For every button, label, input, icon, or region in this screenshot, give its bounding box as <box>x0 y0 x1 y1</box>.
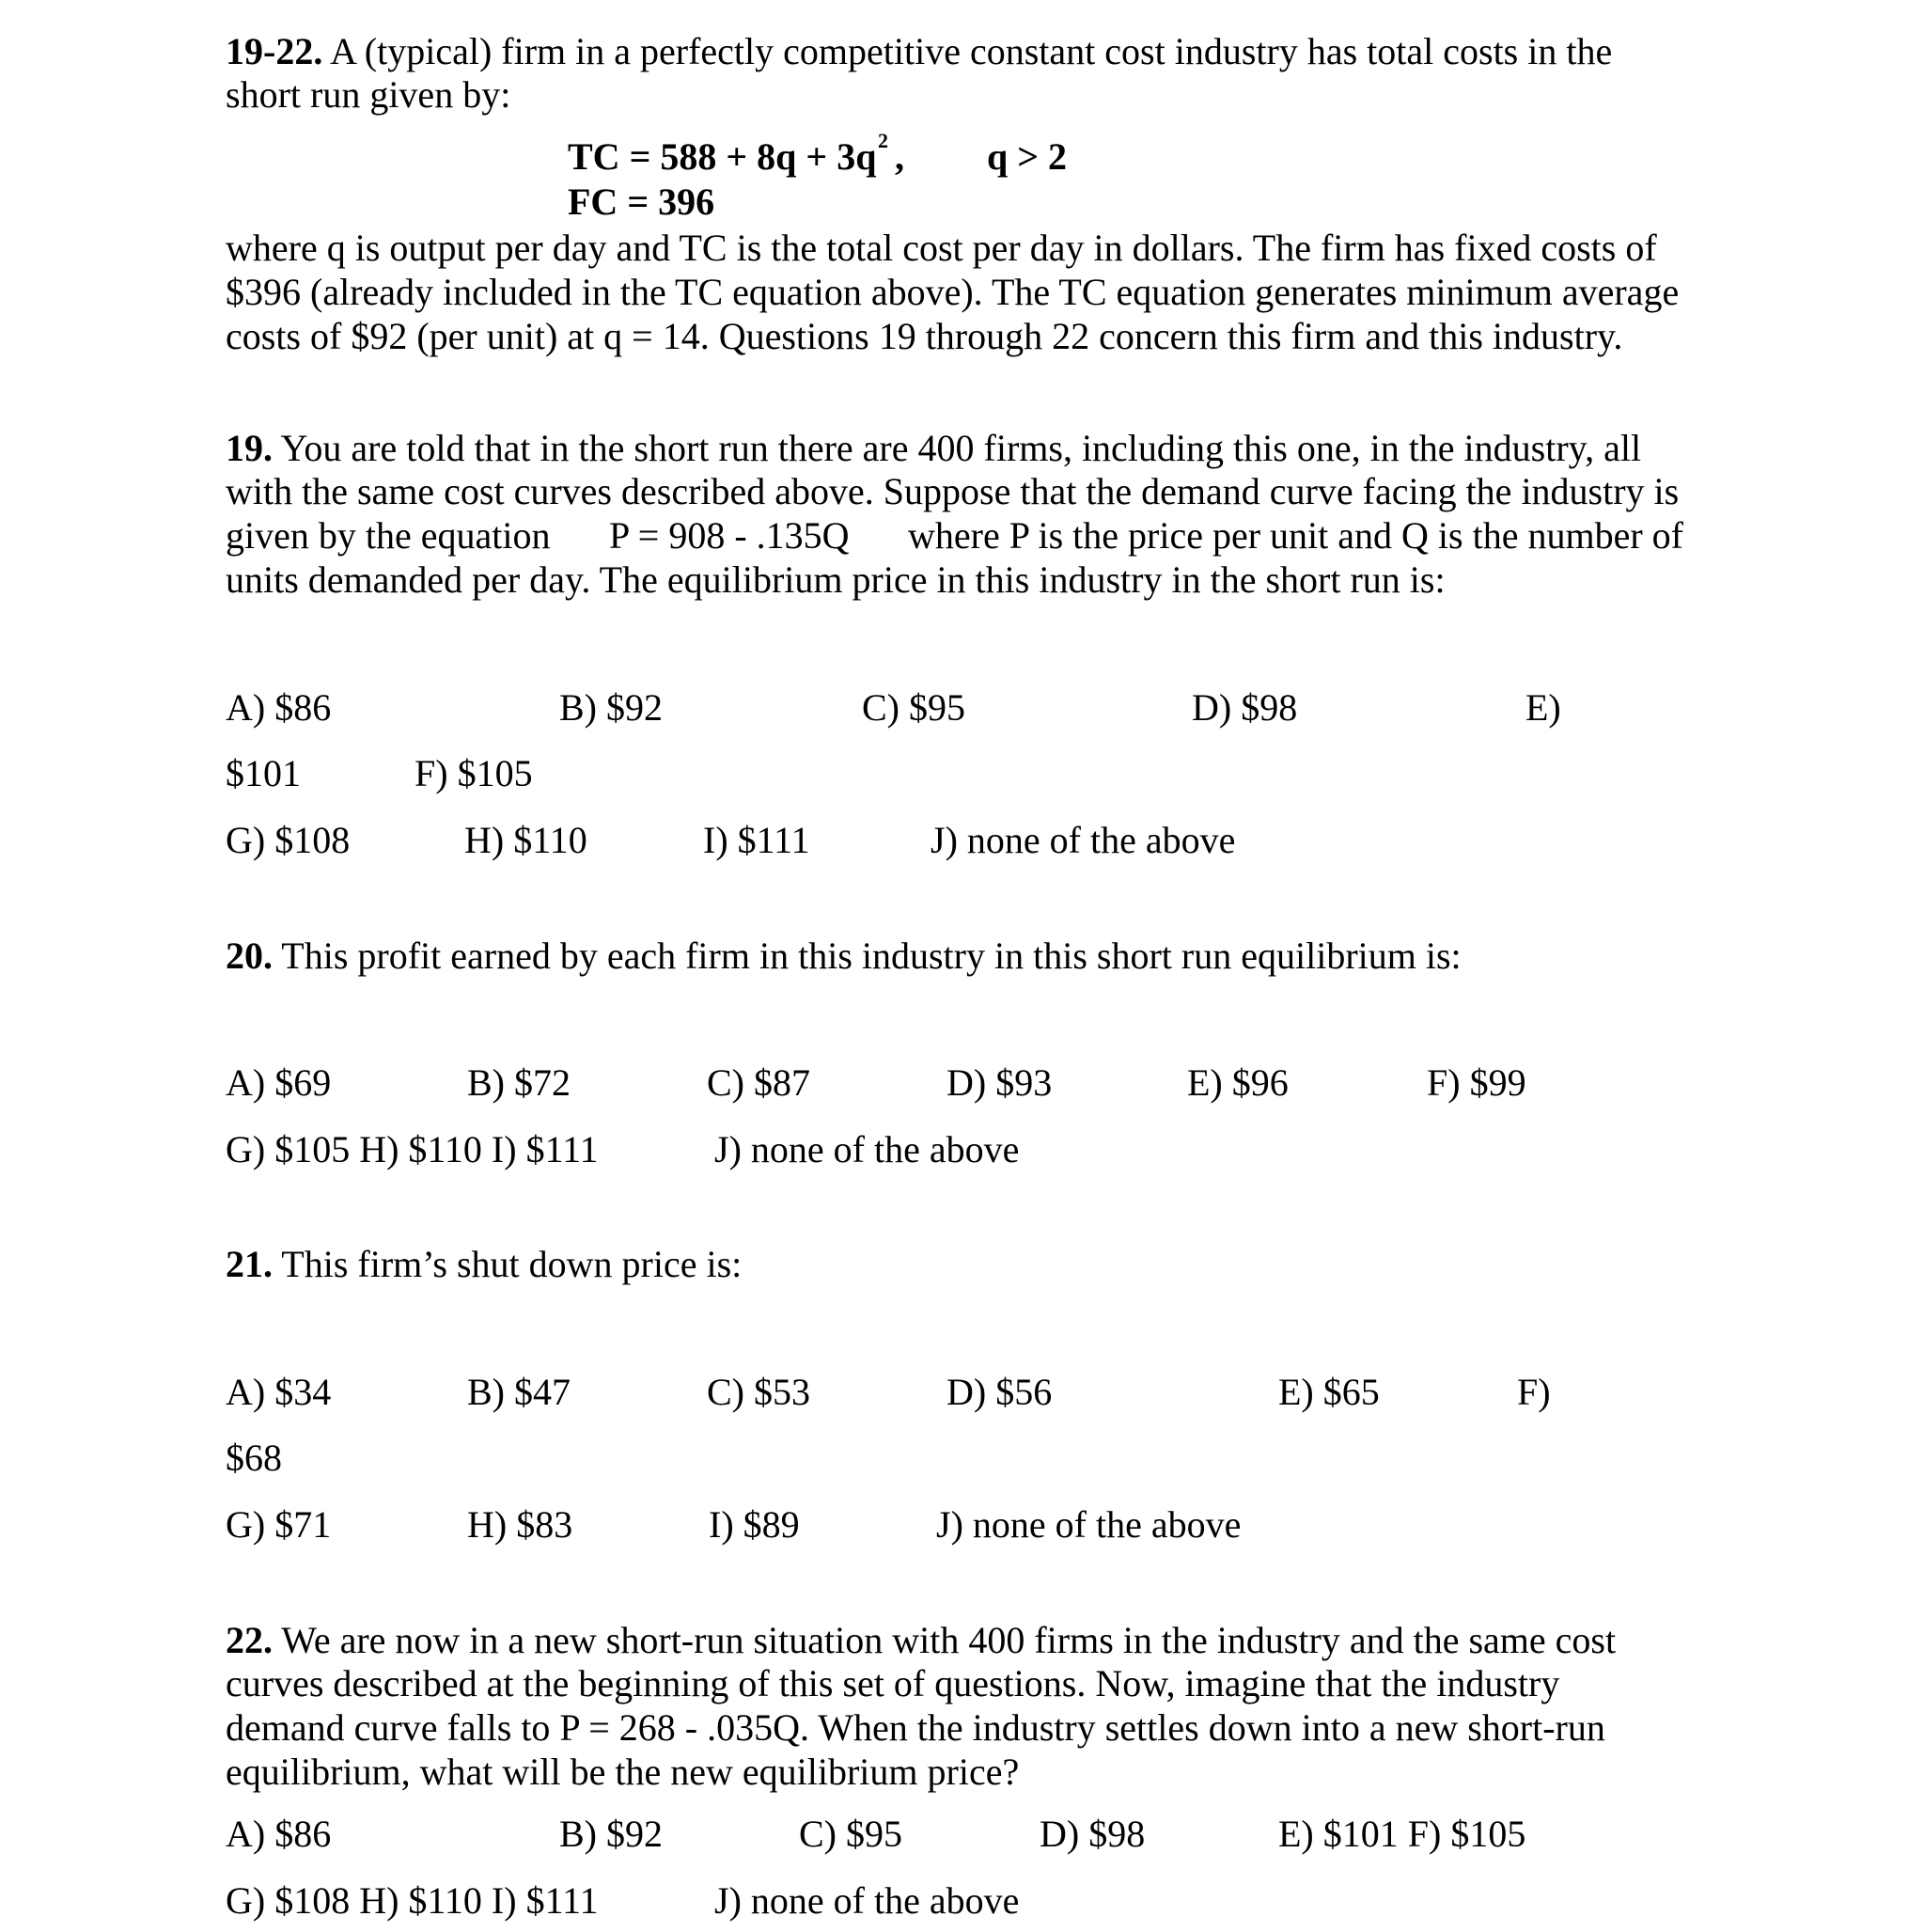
intro-line-2: short run given by: <box>226 73 511 116</box>
q21-line-1 <box>226 1243 742 1286</box>
q19-option-d[interactable]: D) $98 <box>1192 686 1298 729</box>
q22-text-1: We are now in a new short-run situation with 400 firms in the industry and the same cost <box>281 1619 1617 1661</box>
q22-option-b[interactable]: B) $92 <box>559 1813 663 1855</box>
q19-option-f[interactable]: F) $105 <box>415 752 533 794</box>
q19-demand-equation: P = 908 - .135Q <box>609 514 850 557</box>
q20-options-g-h-i[interactable]: G) $105 H) $110 I) $111 <box>226 1128 599 1170</box>
q22-option-j[interactable]: J) none of the above <box>714 1879 1020 1922</box>
q20-line-1 <box>226 935 1462 978</box>
intro-number: 19-22. <box>226 30 323 72</box>
q19-option-b[interactable]: B) $92 <box>559 686 663 729</box>
q20-number: 20. <box>226 935 273 977</box>
intro-line-5: costs of $92 (per unit) at q = 14. Questions 19 through 22 concern this firm and this industry. <box>226 315 1623 357</box>
q-condition: q > 2 <box>987 135 1068 178</box>
q21-option-f-value[interactable]: $68 <box>226 1437 282 1479</box>
q21-text: This firm’s shut down price is: <box>281 1243 743 1285</box>
q22-option-a[interactable]: A) $86 <box>226 1813 332 1855</box>
q20-option-c[interactable]: C) $87 <box>707 1061 810 1104</box>
q19-text-1: You are told that in the short run there are 400 firms, including this one, in the industry, all <box>280 427 1642 469</box>
q21-option-e[interactable]: E) $65 <box>1278 1371 1380 1413</box>
fc-equation: FC = 396 <box>568 181 715 223</box>
tc-exponent: 2 <box>878 129 888 152</box>
q19-line-3c: where P is the price per unit and Q is the number of <box>908 514 1683 557</box>
q22-option-d[interactable]: D) $98 <box>1040 1813 1146 1855</box>
q22-line-3: demand curve falls to P = 268 - .035Q. When the industry settles down into a new short-run <box>226 1706 1605 1749</box>
q21-option-i[interactable]: I) $89 <box>709 1503 800 1546</box>
q19-option-c[interactable]: C) $95 <box>862 686 965 729</box>
q19-option-e-value[interactable]: $101 <box>226 752 301 794</box>
q19-line-3a: given by the equation <box>226 514 551 557</box>
q20-option-e[interactable]: E) $96 <box>1187 1061 1289 1104</box>
q20-option-d[interactable]: D) $93 <box>946 1061 1053 1104</box>
intro-line-4: $396 (already included in the TC equation above). The TC equation generates minimum average <box>226 271 1680 313</box>
q20-option-f[interactable]: F) $99 <box>1427 1061 1526 1104</box>
q21-option-g[interactable]: G) $71 <box>226 1503 332 1546</box>
q22-option-c[interactable]: C) $95 <box>799 1813 902 1855</box>
tc-equation-text: TC = 588 + 8q + 3q <box>568 135 877 178</box>
q22-line-2: curves described at the beginning of this set of questions. Now, imagine that the industry <box>226 1662 1560 1704</box>
q21-option-f-label[interactable]: F) <box>1517 1371 1551 1413</box>
q19-line-2: with the same cost curves described above. Suppose that the demand curve facing the industry is <box>226 470 1680 512</box>
q20-option-a[interactable]: A) $69 <box>226 1061 332 1104</box>
q19-option-h[interactable]: H) $110 <box>464 819 587 861</box>
q20-option-b[interactable]: B) $72 <box>467 1061 571 1104</box>
q22-line-4: equilibrium, what will be the new equilibrium price? <box>226 1751 1020 1793</box>
q19-option-e-label[interactable]: E) <box>1525 686 1561 729</box>
q21-option-c[interactable]: C) $53 <box>707 1371 810 1413</box>
q19-option-j[interactable]: J) none of the above <box>931 819 1236 861</box>
q19-line-4: units demanded per day. The equilibrium price in this industry in the short run is: <box>226 558 1446 601</box>
q21-option-j[interactable]: J) none of the above <box>936 1503 1242 1546</box>
q20-text: This profit earned by each firm in this industry in this short run equilibrium is: <box>281 935 1462 977</box>
q21-number: 21. <box>226 1243 273 1285</box>
tc-comma: , <box>895 135 904 178</box>
q22-number: 22. <box>226 1619 273 1661</box>
q19-option-g[interactable]: G) $108 <box>226 819 351 861</box>
q21-option-b[interactable]: B) $47 <box>467 1371 571 1413</box>
q19-option-a[interactable]: A) $86 <box>226 686 332 729</box>
q20-option-j[interactable]: J) none of the above <box>714 1128 1020 1170</box>
intro-line-3: where q is output per day and TC is the total cost per day in dollars. The firm has fixed costs of <box>226 227 1657 269</box>
intro-line-1 <box>226 30 1612 73</box>
q21-option-a[interactable]: A) $34 <box>226 1371 332 1413</box>
q21-option-h[interactable]: H) $83 <box>467 1503 573 1546</box>
q22-line-1 <box>226 1619 1616 1662</box>
intro-text-1: A (typical) firm in a perfectly competitive constant cost industry has total costs in the <box>330 30 1613 72</box>
q21-option-d[interactable]: D) $56 <box>946 1371 1053 1413</box>
tc-equation <box>568 135 876 179</box>
q22-options-g-h-i[interactable]: G) $108 H) $110 I) $111 <box>226 1879 599 1922</box>
q22-options-e-f[interactable]: E) $101 F) $105 <box>1278 1813 1526 1855</box>
q19-option-i[interactable]: I) $111 <box>703 819 810 861</box>
q19-line-1 <box>226 427 1641 470</box>
q19-number: 19. <box>226 427 273 469</box>
